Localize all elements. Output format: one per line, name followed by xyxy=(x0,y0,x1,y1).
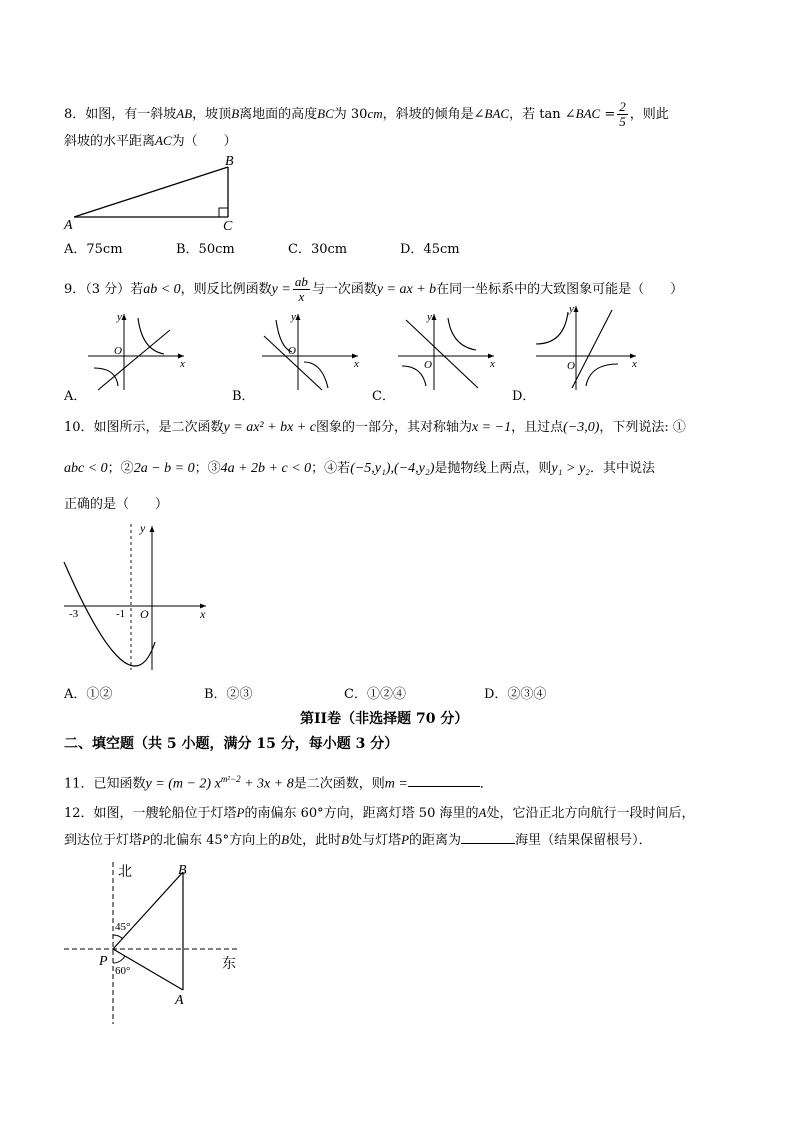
q10-line2: abc < 0；②2a − b = 0；③4a + 2b + c < 0；④若(−5,y₁),(−4,y₂)是抛物线上两点，则y₁ > y₂．其中说法 xyxy=(64,461,656,476)
q9-graph-a xyxy=(84,306,194,391)
q11-line: 11．已知函数y = (m − 2) $x^{m^2-2} + 3x + 8$是二次函数，则m = ． xyxy=(64,774,493,792)
q12-label-east: 东 xyxy=(222,957,236,972)
q8-line2: 斜坡的水平距离AC为（ ） xyxy=(64,133,237,149)
q8-line1: 8．如图，有一斜坡AB，坡顶B离地面的高度BC为 30cm，斜坡的倾角是∠BAC，若 tan ∠BAC = $\frac{2}{5}$ ，则此 xyxy=(64,99,669,129)
q8-option-a: A．75cm xyxy=(64,242,123,257)
q10-label-minus1: -1 xyxy=(116,608,126,620)
q12-lighthouse-figure xyxy=(60,858,260,1028)
q12-label-p: P xyxy=(99,954,108,969)
q9-graph-b xyxy=(258,306,368,391)
section-title: 第II卷（非选择题 70 分） xyxy=(300,711,469,727)
q9-line1: 9．（3 分）若ab < 0，则反比例函数y = $\frac{ab}{x}$ 与一次函数y = ax + b在同一坐标系中的大致图象可能是（ ） xyxy=(64,274,684,304)
q8-label-a: A xyxy=(64,218,73,233)
q11-answer-blank xyxy=(408,774,480,787)
q12-answer-blank xyxy=(461,831,515,844)
q10-option-c: C．①②④ xyxy=(344,687,406,702)
q9-c-o: O xyxy=(424,359,432,371)
q9-b-o: O xyxy=(288,345,296,357)
q10-label-y: y xyxy=(140,521,146,535)
q10-line3: 正确的是（ ） xyxy=(64,497,169,512)
q10-line1: 10．如图所示，是二次函数y = ax² + bx + c图象的一部分，其对称轴为x = −1，且过点(−3,0)，下列说法: ① xyxy=(64,420,686,435)
q9-graph-d xyxy=(532,300,642,390)
q8-option-d: D．45cm xyxy=(400,242,460,257)
q9-b-x: x xyxy=(354,358,359,370)
q8-fraction: $\frac{2}{5}$ xyxy=(619,99,626,129)
q9-option-a: A． xyxy=(64,389,87,404)
q9-d-x: x xyxy=(632,358,637,370)
q8-option-b: B．50cm xyxy=(176,242,235,257)
q12-label-north: 北 xyxy=(118,865,132,880)
q12-line1: 12．如图，一艘轮船位于灯塔P的南偏东 60°方向，距离灯塔 50 海里的A处，它沿正北方向航行一段时间后， xyxy=(64,805,695,821)
q9-option-d: D． xyxy=(512,389,536,404)
q9-option-b: B． xyxy=(232,389,255,404)
q9-fraction: $\frac{ab}{x}$ xyxy=(294,274,308,304)
q10-option-d: D．②③④ xyxy=(484,687,547,702)
q12-label-60: 60° xyxy=(115,965,131,977)
q9-d-y: y xyxy=(569,303,574,315)
q10-parabola-figure xyxy=(60,520,220,675)
q10-option-a: A．①② xyxy=(64,687,113,702)
q9-d-o: O xyxy=(567,360,575,372)
q8-label-c: C xyxy=(223,219,233,234)
q9-a-y: y xyxy=(117,311,122,323)
q12-label-b: B xyxy=(178,863,187,878)
q10-option-b: B．②③ xyxy=(204,687,253,702)
q9-a-x: x xyxy=(180,358,185,370)
q9-graph-c xyxy=(394,306,504,391)
q10-label-x: x xyxy=(200,607,206,621)
q9-a-o: O xyxy=(114,345,122,357)
q12-line2: 到达位于灯塔P的北偏东 45°方向上的B处，此时B处与灯塔P的距离为 海里（结果保留根号）． xyxy=(64,832,652,848)
q10-label-minus3: -3 xyxy=(69,608,79,620)
q8-slope-figure xyxy=(60,155,250,235)
q9-c-x: x xyxy=(490,358,495,370)
q12-label-45: 45° xyxy=(115,921,131,933)
q9-b-y: y xyxy=(291,311,296,323)
part2-heading: 二、填空题（共 5 小题，满分 15 分，每小题 3 分） xyxy=(64,736,399,752)
q8-label-b: B xyxy=(225,155,234,169)
q9-option-c: C． xyxy=(372,389,395,404)
q8-option-c: C．30cm xyxy=(288,242,348,257)
q12-label-a: A xyxy=(175,993,184,1008)
q10-label-o: O xyxy=(140,607,149,621)
q9-c-y: y xyxy=(427,311,432,323)
